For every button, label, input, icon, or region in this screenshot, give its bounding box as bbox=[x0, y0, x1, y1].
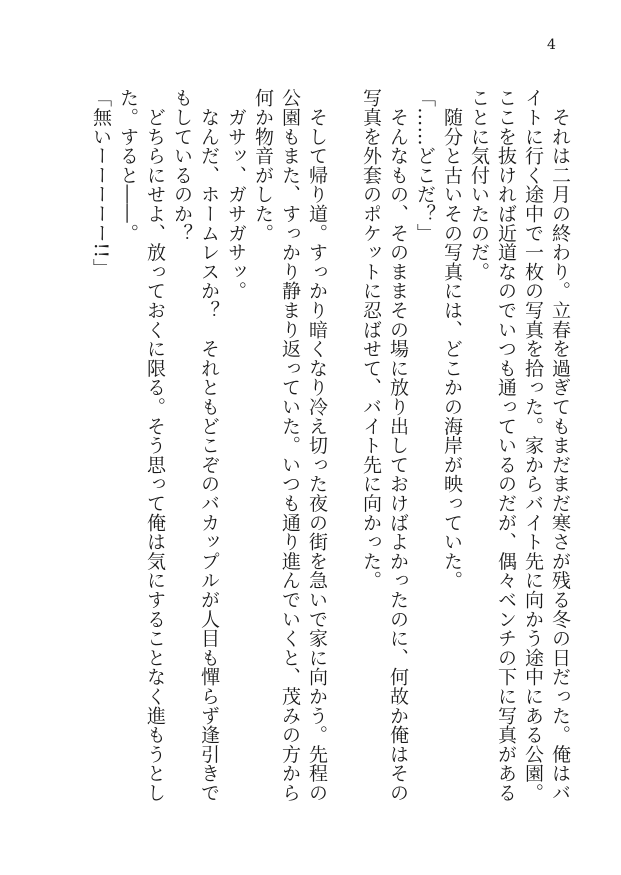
paragraph-8: どちらにせよ、放っておくに限る。そう思って俺は気にすることなく進もうとした。すると――。 bbox=[117, 88, 166, 803]
paragraph-6: ガサッ、ガサガサッ。 bbox=[225, 88, 247, 301]
paragraph-5: そして帰り道。すっかり暗くなり冷え切った夜の街を急いで家に向かう。先程の公園もまた、すっかり静まり返っていた。いつも通り進んでいくと、茂みの方から何か物音がした。 bbox=[252, 88, 328, 803]
page-number: 4 bbox=[547, 37, 556, 53]
paragraph-1: それは二月の終わり。立春を過ぎてもまだまだ寒さが残る冬の日だった。俺はバイトに行く途中で一枚の写真を拾った。家からバイト先に向かう途中にある公園。ここを抜ければ近道なのでいつも通っているのだが、偶々ベンチの下に写真があることに気付いたのだ。 bbox=[468, 88, 571, 803]
novel-text-body bbox=[73, 88, 573, 808]
paragraph-3: 「……どこだ？」 bbox=[414, 88, 436, 243]
blank-line bbox=[330, 88, 357, 808]
paragraph-7: なんだ、ホームレスか？ それともどこぞのバカップルが人目も憚らず逢引きでもしているのか？ bbox=[171, 88, 220, 803]
paragraph-9: 「無いーーーーー!!」 bbox=[90, 88, 112, 278]
paragraph-4: そんなもの、そのままその場に放り出しておけばよかったのに、何故か俺はその写真を外套のポケットに忍ばせて、バイト先に向かった。 bbox=[360, 88, 409, 803]
paragraph-2: 随分と古いその写真には、どこかの海岸が映っていた。 bbox=[441, 88, 463, 590]
